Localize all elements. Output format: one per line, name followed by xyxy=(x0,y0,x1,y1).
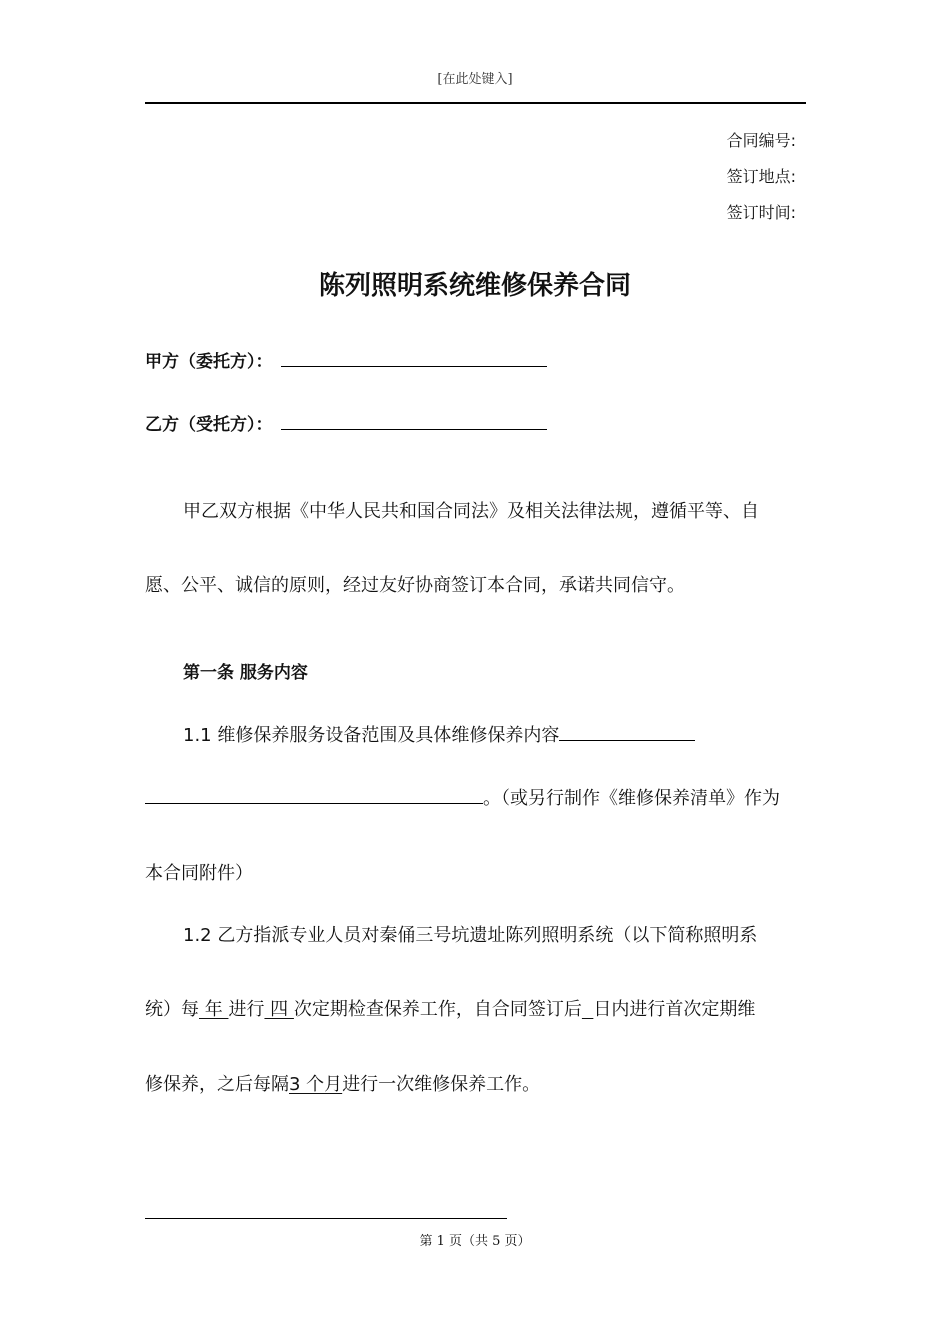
party-b-blank xyxy=(281,411,547,430)
header-placeholder: [在此处键入] xyxy=(437,72,513,87)
party-a-blank xyxy=(281,348,547,367)
item-1-2-line-2 xyxy=(145,995,755,1021)
item-1-1-text: 1.1 维修保养服务设备范围及具体维修保养内容 xyxy=(183,725,560,746)
item-1-2-days-blank xyxy=(582,999,593,1020)
party-a-label: 甲方（委托方）： xyxy=(145,352,273,372)
item-1-1-line-1 xyxy=(183,721,695,747)
item-1-2-count-value: 四 xyxy=(264,999,294,1020)
item-1-2-text-c: 次定期检查保养工作，自合同签订后 xyxy=(293,999,582,1020)
item-1-2-text-b: 进行 xyxy=(228,999,265,1020)
party-a-row xyxy=(145,347,547,372)
item-1-2-line-1: 1.2 乙方指派专业人员对秦俑三号坑遗址陈列照明系统（以下简称照明系 xyxy=(183,925,758,946)
item-1-2-text-f: 进行一次维修保养工作。 xyxy=(342,1074,541,1095)
item-1-2-text-e: 修保养，之后每隔 xyxy=(145,1074,289,1095)
item-1-2-text-a: 统）每 xyxy=(145,999,199,1020)
sign-place-label: 签订地点: xyxy=(726,167,796,186)
footer-rule xyxy=(145,1218,507,1219)
sign-time-label: 签订时间: xyxy=(726,203,796,222)
party-b-label: 乙方（受托方）： xyxy=(145,415,273,435)
preamble-line-2: 愿、公平、诚信的原则，经过友好协商签订本合同，承诺共同信守。 xyxy=(145,575,685,596)
item-1-2-period-value: 年 xyxy=(199,999,229,1020)
item-1-2-text-d: 日内进行首次定期维 xyxy=(593,999,756,1020)
item-1-2-interval-value: 3 个月 xyxy=(289,1074,343,1095)
section-1-heading: 第一条 服务内容 xyxy=(183,663,308,683)
item-1-1-line-3: 本合同附件） xyxy=(145,863,253,884)
item-1-1-blank-a xyxy=(559,722,695,741)
contract-number-label: 合同编号: xyxy=(726,131,796,150)
preamble-line-1: 甲乙双方根据《中华人民共和国合同法》及相关法律法规，遵循平等、自 xyxy=(183,501,759,522)
header-rule xyxy=(145,102,806,104)
item-1-1-line-2 xyxy=(145,784,780,810)
contract-title: 陈列照明系统维修保养合同 xyxy=(318,271,631,301)
item-1-2-line-3 xyxy=(145,1070,540,1096)
page-number: 第 1 页（共 5 页） xyxy=(419,1234,531,1249)
item-1-1-blank-b xyxy=(145,785,483,804)
item-1-1-suffix: 。（或另行制作《维修保养清单》作为 xyxy=(483,788,780,809)
party-b-row xyxy=(145,410,547,435)
